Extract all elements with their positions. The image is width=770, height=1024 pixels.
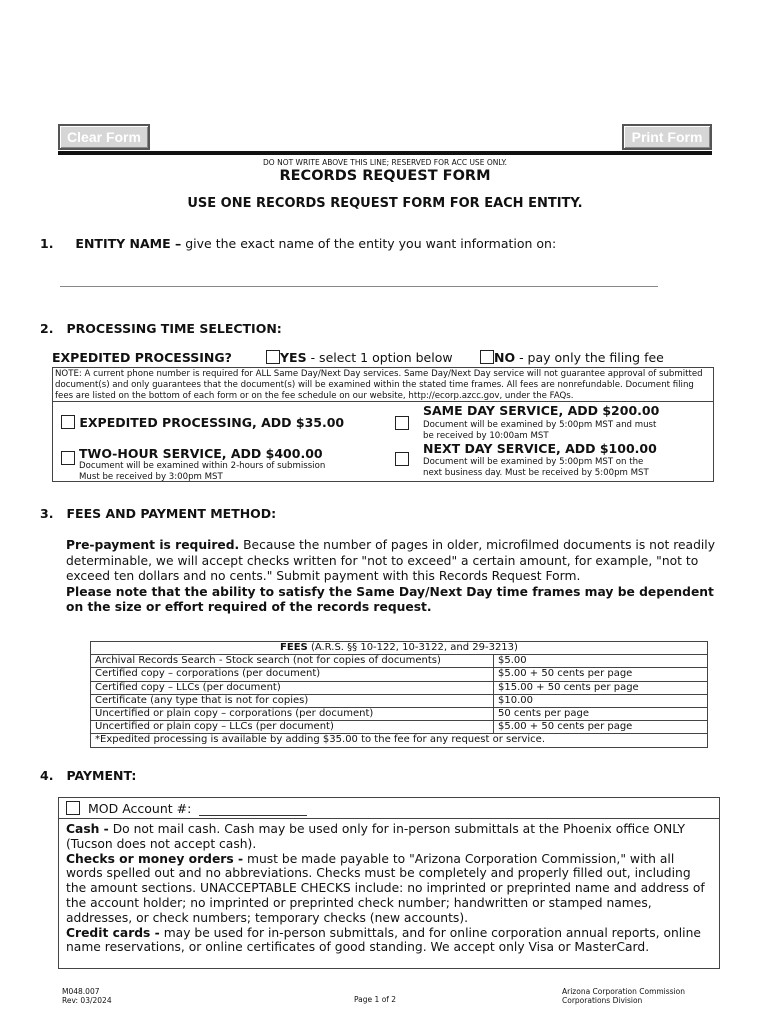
processing-options-box <box>52 367 714 482</box>
table-row <box>91 668 708 681</box>
section-3-title: FEES AND PAYMENT METHOD: <box>66 506 277 521</box>
header-rule <box>58 151 712 155</box>
checks-label: Checks or money orders - <box>66 851 244 866</box>
sameday-desc-1: Document will be examined by 5:00pm MST and must <box>423 420 657 430</box>
table-row <box>91 721 708 734</box>
sameday-option[interactable] <box>423 403 659 442</box>
fees-table-container <box>90 641 708 748</box>
nextday-option-label: NEXT DAY SERVICE, ADD $100.00 <box>423 441 657 456</box>
payment-methods <box>66 822 714 955</box>
fee-price: $15.00 + 50 cents per page <box>494 681 708 694</box>
section-4-title: PAYMENT: <box>66 768 137 783</box>
nextday-checkbox[interactable] <box>395 452 409 466</box>
payment-divider <box>59 818 719 819</box>
form-revision: Rev: 03/2024 <box>62 996 112 1005</box>
agency-block <box>562 987 685 1005</box>
cash-paragraph <box>66 822 714 852</box>
twohour-checkbox[interactable] <box>61 451 75 465</box>
table-row <box>91 694 708 707</box>
no-checkbox[interactable] <box>480 350 494 364</box>
form-id-block <box>62 987 112 1005</box>
entity-name-label: ENTITY NAME – <box>75 236 182 251</box>
fees-header-statutes: (A.R.S. §§ 10-122, 10-3122, and 29-3213) <box>310 642 518 654</box>
mod-account-row <box>66 801 307 816</box>
nextday-desc-1: Document will be examined by 5:00pm MST on the <box>423 457 644 467</box>
fee-item: Certified copy – corporations (per document) <box>91 668 494 681</box>
fee-price: $5.00 + 50 cents per page <box>494 668 708 681</box>
fees-table <box>90 641 708 748</box>
credit-label: Credit cards - <box>66 925 160 940</box>
section-2-heading <box>40 321 282 336</box>
table-row <box>91 707 708 720</box>
sameday-desc-2: be received by 10:00am MST <box>423 431 549 441</box>
fee-price: 50 cents per page <box>494 707 708 720</box>
section-2-title: PROCESSING TIME SELECTION: <box>66 321 282 336</box>
twohour-desc-1: Document will be examined within 2-hours of submission <box>79 461 326 471</box>
print-form-button[interactable]: Print Form <box>622 124 712 150</box>
page-subtitle: USE ONE RECORDS REQUEST FORM FOR EACH ENTITY. <box>187 196 583 211</box>
no-label: NO <box>494 350 516 365</box>
twohour-option-label: TWO-HOUR SERVICE, ADD $400.00 <box>79 446 323 461</box>
no-text: - pay only the filing fee <box>519 350 664 365</box>
section-4-heading <box>40 768 136 783</box>
credit-text: may be used for in-person submittals, and for online corporation annual reports, online name reservations, or online certificates of good standing. We accept only Visa or MasterCard. <box>66 925 701 955</box>
sameday-option-label: SAME DAY SERVICE, ADD $200.00 <box>423 403 660 418</box>
yes-label: YES <box>280 350 307 365</box>
clear-form-button[interactable]: Clear Form <box>58 124 150 150</box>
reserved-note: DO NOT WRITE ABOVE THIS LINE; RESERVED FOR ACC USE ONLY. <box>263 158 507 167</box>
fee-item: Uncertified or plain copy – LLCs (per document) <box>91 721 494 734</box>
nextday-option[interactable] <box>423 441 657 479</box>
fees-footnote: *Expedited processing is available by adding $35.00 to the fee for any request or service. <box>91 734 708 747</box>
twohour-desc-2: Must be received by 3:00pm MST <box>79 472 223 482</box>
expedited-option[interactable] <box>61 415 344 430</box>
entity-name-instruction: give the exact name of the entity you want information on: <box>185 236 557 251</box>
prepayment-paragraph <box>66 538 720 616</box>
nextday-desc-2: next business day. Must be received by 5:00pm MST <box>423 468 649 478</box>
fee-price: $5.00 <box>494 655 708 668</box>
table-row <box>91 655 708 668</box>
page-title: RECORDS REQUEST FORM <box>279 168 491 184</box>
page-number: Page 1 of 2 <box>354 995 397 1004</box>
prepayment-text: Because the number of pages in older, microfilmed documents is not readily determinable, we will accept checks written for "not to exceed" a certain amount, for example, "not to exceed ten dollars and no cents." Submit payment with this Records Request Form. <box>66 538 716 583</box>
section-4-number: 4. <box>40 768 54 783</box>
yes-checkbox[interactable] <box>266 350 280 364</box>
section-2-number: 2. <box>40 321 54 336</box>
table-row <box>91 681 708 694</box>
processing-note: NOTE: A current phone number is required for ALL Same Day/Next Day services. Same Day/Next Day service will not guarantee approval of submitted document(s) and only guarantees that the document(s) will be examined within the stated time frames. All fees are nonrefundable. Document filing fees are listed on the bottom of each form or on the fee schedule on our website, http://ecorp.azcc.gov, under the FAQs. <box>55 369 703 401</box>
checks-text: must be made payable to "Arizona Corporation Commission," with all words spelled out and no abbreviations. Checks must be completely and properly filled out, including the amount sections. UNACCEPTABLE CHECKS include: no imprinted or preprinted name and address of the account holder; no imprinted or preprinted check number; handwritten or stamped names, addresses, or check numbers; temporary checks (new accounts). <box>66 851 705 925</box>
checks-paragraph <box>66 852 714 926</box>
sameday-checkbox[interactable] <box>395 416 409 430</box>
mod-account-label: MOD Account #: <box>87 801 192 816</box>
yes-text: - select 1 option below <box>310 350 453 365</box>
fee-item: Certified copy – LLCs (per document) <box>91 681 494 694</box>
cash-label: Cash - <box>66 822 109 836</box>
expedited-option-label: EXPEDITED PROCESSING, ADD $35.00 <box>79 415 345 430</box>
no-option[interactable] <box>480 350 664 365</box>
yes-option[interactable] <box>266 350 453 365</box>
prepayment-bold: Pre-payment is required. <box>66 538 240 552</box>
mod-account-input[interactable] <box>199 802 307 816</box>
section-3-heading <box>40 506 276 521</box>
fee-item: Uncertified or plain copy – corporations (per document) <box>91 707 494 720</box>
fee-item: Archival Records Search - Stock search (not for copies of documents) <box>91 655 494 668</box>
fees-header-label: FEES <box>280 642 308 654</box>
agency-name: Arizona Corporation Commission <box>562 987 686 996</box>
fees-footnote-row <box>91 734 708 747</box>
credit-paragraph <box>66 926 714 956</box>
agency-division: Corporations Division <box>562 996 643 1005</box>
expedited-checkbox[interactable] <box>61 415 75 429</box>
twohour-option[interactable] <box>61 446 325 483</box>
note-divider <box>53 401 713 402</box>
entity-name-input[interactable] <box>60 270 658 287</box>
form-id: M048.007 <box>62 987 100 996</box>
fee-price: $10.00 <box>494 694 708 707</box>
mod-account-checkbox[interactable] <box>66 801 80 815</box>
section-3-number: 3. <box>40 506 54 521</box>
section-1 <box>40 236 556 251</box>
fees-table-header <box>91 642 708 655</box>
payment-box <box>58 797 720 969</box>
fee-item: Certificate (any type that is not for copies) <box>91 694 494 707</box>
section-1-number: 1. <box>40 236 54 251</box>
expedited-question: EXPEDITED PROCESSING? <box>52 350 232 365</box>
timeframe-note: Please note that the ability to satisfy the Same Day/Next Day time frames may be dependent on the size or effort required of the records request. <box>66 584 714 614</box>
fee-price: $5.00 + 50 cents per page <box>494 721 708 734</box>
cash-text: Do not mail cash. Cash may be used only for in-person submittals at the Phoenix office ONLY (Tucson does not accept cash). <box>66 822 685 851</box>
